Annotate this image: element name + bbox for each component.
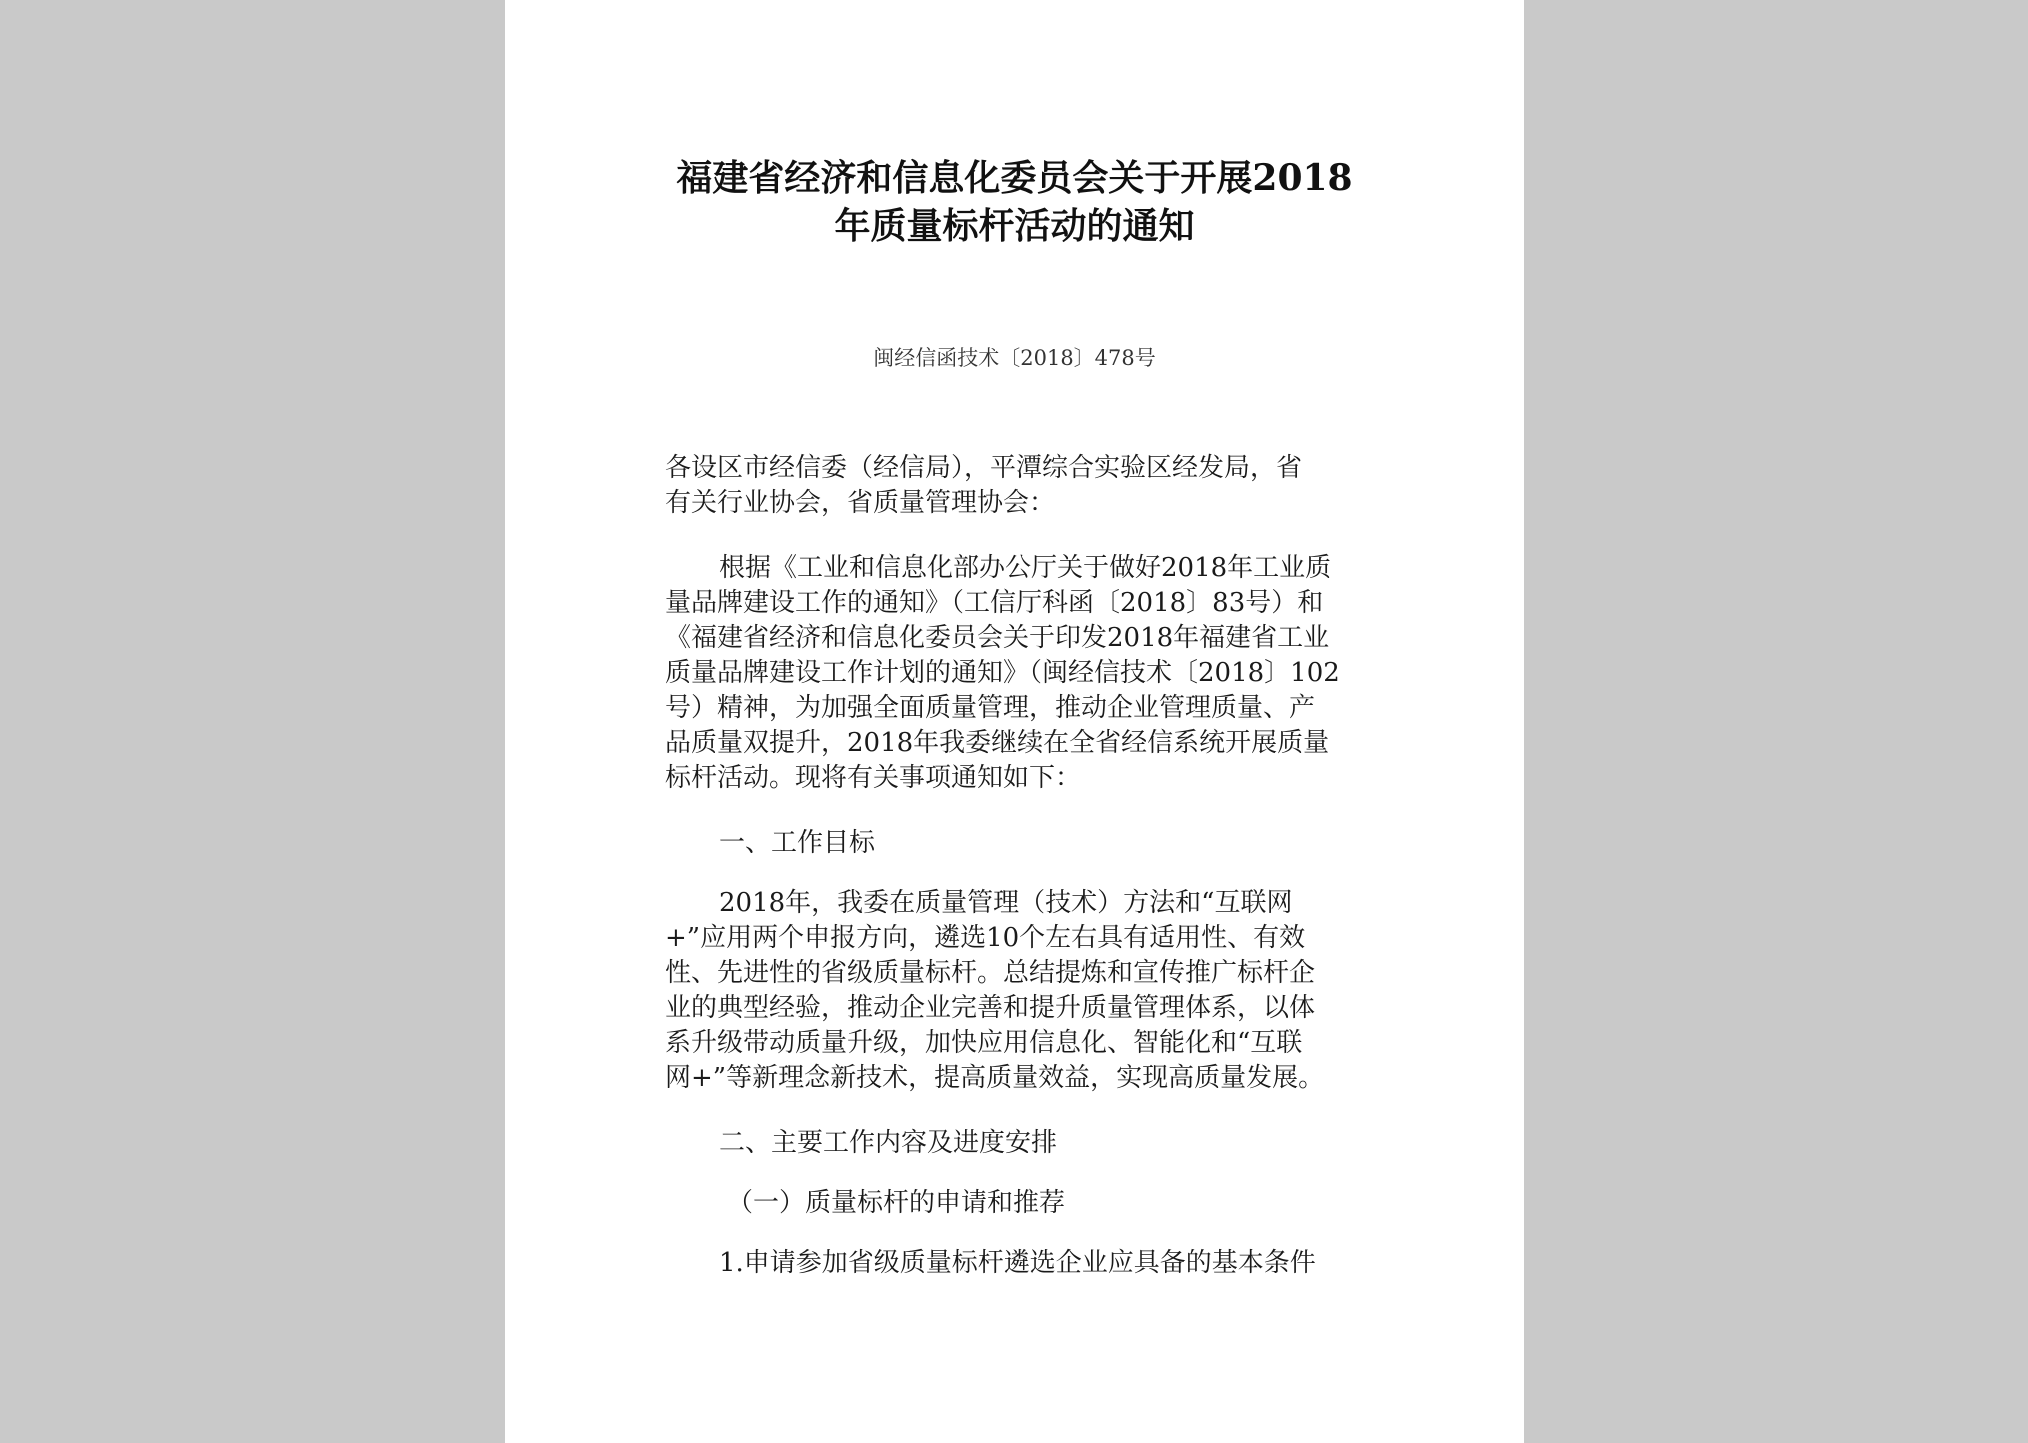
intro-line: 量品牌建设工作的通知》（工信厅科函〔2018〕83号）和 bbox=[665, 588, 1324, 618]
goal-line: 业的典型经验，推动企业完善和提升质量管理体系，以体 bbox=[665, 993, 1316, 1023]
addressee-line: 有关行业协会，省质量管理协会： bbox=[665, 488, 1056, 518]
goal-line: +”应用两个申报方向，遴选10个左右具有适用性、有效 bbox=[665, 923, 1306, 953]
section-heading-1: 一、工作目标 bbox=[719, 828, 876, 858]
item-heading: 1.申请参加省级质量标杆遴选企业应具备的基本条件 bbox=[719, 1248, 1316, 1278]
addressee-line: 各设区市经信委（经信局），平潭综合实验区经发局，省 bbox=[665, 453, 1303, 483]
goal-line: 系升级带动质量升级，加快应用信息化、智能化和“互联 bbox=[665, 1028, 1303, 1058]
document-number: 闽经信函技术〔2018〕478号 bbox=[873, 346, 1156, 370]
intro-line: 标杆活动。现将有关事项通知如下： bbox=[665, 763, 1082, 793]
intro-line: 根据《工业和信息化部办公厅关于做好2018年工业质 bbox=[719, 553, 1332, 583]
section-heading-2: 二、主要工作内容及进度安排 bbox=[719, 1128, 1058, 1158]
subsection-heading: （一）质量标杆的申请和推荐 bbox=[727, 1188, 1066, 1218]
document-page bbox=[505, 0, 1524, 1443]
document-title-line-1: 福建省经济和信息化委员会关于开展2018 bbox=[676, 157, 1353, 199]
intro-line: 号）精神，为加强全面质量管理，推动企业管理质量、产 bbox=[665, 693, 1316, 723]
intro-line: 质量品牌建设工作计划的通知》（闽经信技术〔2018〕102 bbox=[665, 658, 1340, 688]
intro-line: 《福建省经济和信息化委员会关于印发2018年福建省工业 bbox=[665, 623, 1330, 653]
document-title-line-2: 年质量标杆活动的通知 bbox=[834, 205, 1195, 247]
goal-line: 2018年，我委在质量管理（技术）方法和“互联网 bbox=[719, 888, 1293, 918]
goal-line: 性、先进性的省级质量标杆。总结提炼和宣传推广标杆企 bbox=[665, 958, 1316, 988]
goal-line: 网+”等新理念新技术，提高质量效益，实现高质量发展。 bbox=[665, 1063, 1325, 1093]
intro-line: 品质量双提升，2018年我委继续在全省经信系统开展质量 bbox=[665, 728, 1330, 758]
